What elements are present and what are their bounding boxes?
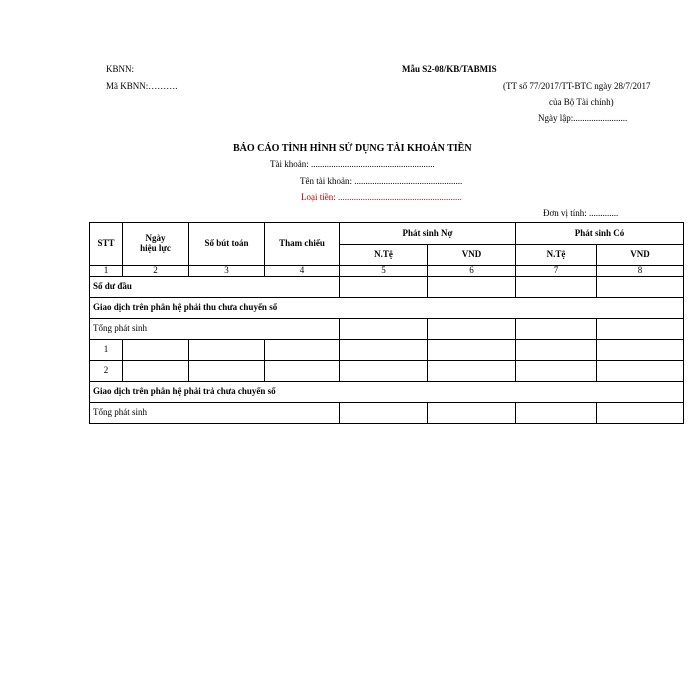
table-row — [90, 361, 684, 382]
table-cell — [123, 361, 189, 382]
table-cell — [428, 277, 516, 298]
table-cell — [516, 319, 597, 340]
table-row — [90, 403, 684, 424]
table-cell — [123, 340, 189, 361]
table-row — [90, 319, 684, 340]
col-number: 7 — [516, 266, 597, 277]
table-cell — [597, 361, 684, 382]
header-tham-chieu: Tham chiếu — [265, 223, 340, 266]
row-gd-phai-thu: Giao dịch trên phân hệ phải thu chưa chuyển sổ — [90, 298, 684, 319]
header-no-vnd: VND — [428, 245, 516, 266]
table-cell — [597, 340, 684, 361]
table-cell — [340, 340, 428, 361]
table-cell — [428, 403, 516, 424]
header-ngay-hieu-luc — [123, 223, 189, 266]
account-line: Tài khoản: ....................................................... — [270, 159, 435, 169]
row-gd-phai-tra: Giao dịch trên phân hệ phải trả chưa chuyển sổ — [90, 382, 684, 403]
ministry-label: của Bộ Tài chính) — [549, 97, 614, 107]
col-number: 1 — [90, 266, 123, 277]
row-item-number: 1 — [90, 340, 123, 361]
row-so-du-dau: Số dư đầu — [90, 277, 340, 298]
header-co-vnd: VND — [597, 245, 684, 266]
header-phat-sinh-co: Phát sinh Có — [516, 223, 684, 245]
report-date: Ngày lập:........................ — [538, 113, 628, 123]
currency-type-line: Loại tiền: ....................................................... — [301, 192, 462, 202]
table-cell — [428, 340, 516, 361]
table-cell — [265, 361, 340, 382]
table-cell — [516, 340, 597, 361]
table-cell — [597, 277, 684, 298]
col-number: 5 — [340, 266, 428, 277]
table-cell — [189, 361, 265, 382]
header-ngay-line2: hiệu lực — [140, 243, 171, 253]
account-name-line: Tên tài khoản: ................................................ — [300, 176, 463, 186]
column-number-row — [90, 266, 684, 277]
table-row — [90, 298, 684, 319]
row-tong-phat-sinh: Tổng phát sinh — [90, 403, 340, 424]
circular-reference: (TT số 77/2017/TT-BTC ngày 28/7/2017 — [503, 81, 651, 91]
table-cell — [516, 277, 597, 298]
unit-line: Đơn vị tính: ............. — [543, 208, 619, 218]
form-code: Mẫu S2-08/KB/TABMIS — [402, 64, 497, 74]
col-number: 3 — [189, 266, 265, 277]
header-so-but-toan: Số bút toán — [189, 223, 265, 266]
header-ngay-line1: Ngày — [145, 233, 166, 244]
col-number: 2 — [123, 266, 189, 277]
table-row — [90, 340, 684, 361]
table-cell — [340, 277, 428, 298]
row-item-number: 2 — [90, 361, 123, 382]
table-cell — [189, 340, 265, 361]
ma-kbnn-label: Mã KBNN:………. — [106, 81, 178, 91]
header-co-nte: N.Tệ — [516, 245, 597, 266]
col-number: 4 — [265, 266, 340, 277]
header-phat-sinh-no: Phát sinh Nợ — [340, 223, 516, 245]
table-cell — [516, 361, 597, 382]
report-table — [89, 222, 684, 424]
table-cell — [265, 340, 340, 361]
header-stt: STT — [90, 223, 123, 266]
col-number: 6 — [428, 266, 516, 277]
table-cell — [340, 319, 428, 340]
table-row — [90, 277, 684, 298]
table-cell — [340, 403, 428, 424]
report-title: BÁO CÁO TÌNH HÌNH SỬ DỤNG TÀI KHOẢN TIỀN — [233, 143, 472, 154]
table-cell — [428, 361, 516, 382]
row-tong-phat-sinh: Tổng phát sinh — [90, 319, 340, 340]
table-cell — [428, 319, 516, 340]
kbnn-label: KBNN: — [106, 64, 135, 74]
col-number: 8 — [597, 266, 684, 277]
table-cell — [597, 319, 684, 340]
table-row — [90, 382, 684, 403]
table-cell — [597, 403, 684, 424]
table-cell — [340, 361, 428, 382]
table-cell — [516, 403, 597, 424]
header-no-nte: N.Tệ — [340, 245, 428, 266]
